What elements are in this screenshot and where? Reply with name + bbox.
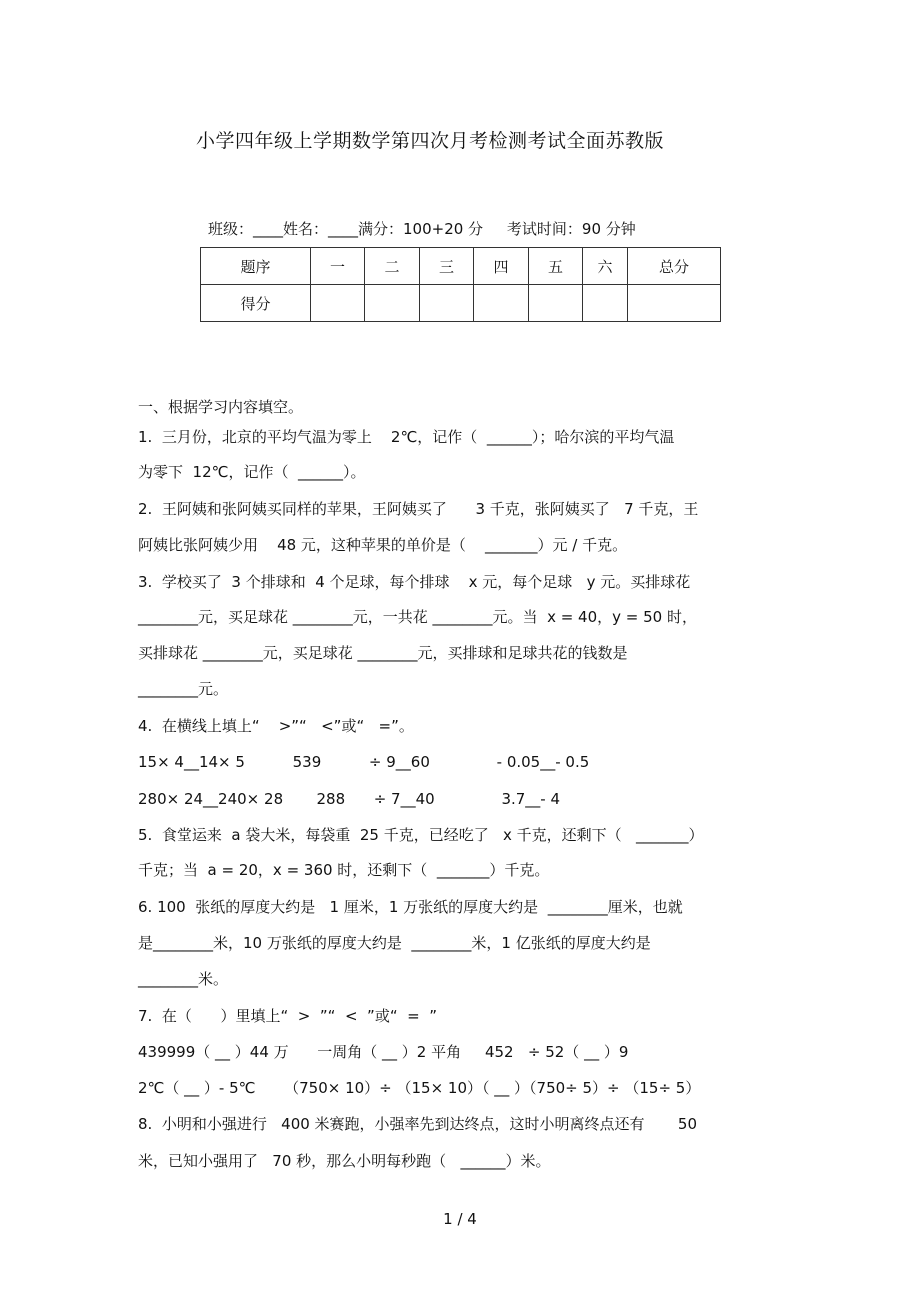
score-cell[interactable] bbox=[529, 285, 583, 322]
score-table bbox=[200, 247, 721, 322]
question-line: ________元，买足球花 ________元，一共花 ________元。当 x = 40，y = 50 时， bbox=[138, 608, 697, 626]
section-heading: 一、根据学习内容填空。 bbox=[138, 398, 304, 416]
table-cell: 六 bbox=[583, 248, 628, 285]
question-line: 买排球花 ________元，买足球花 ________元，买排球和足球共花的钱数是 bbox=[138, 644, 628, 662]
question-line: 5. 食堂运来 a 袋大米，每袋重 25 千克，已经吃了 x 千克，还剩下（ _______） bbox=[138, 826, 704, 844]
score-cell[interactable] bbox=[474, 285, 529, 322]
question-line: 3. 学校买了 3 个排球和 4 个足球，每个排球 x 元，每个足球 y 元。买排球花 bbox=[138, 573, 691, 591]
question-line: 439999（ __ ）44 万 一周角（ __ ）2 平角 452 ÷ 52（ __ ）9 bbox=[138, 1043, 629, 1061]
question-line: 280× 24__240× 28 288 ÷ 7__40 3.7__- 4 bbox=[138, 790, 561, 808]
question-line: 8. 小明和小强进行 400 米赛跑，小强率先到达终点，这时小明离终点还有 50 bbox=[138, 1115, 698, 1133]
page-number: 1 / 4 bbox=[443, 1210, 477, 1228]
question-line: 阿姨比张阿姨少用 48 元，这种苹果的单价是（ _______）元 / 千克。 bbox=[138, 536, 628, 554]
table-header-row bbox=[201, 248, 721, 285]
score-cell[interactable] bbox=[628, 285, 721, 322]
question-line: 6. 100 张纸的厚度大约是 1 厘米，1 万张纸的厚度大约是 ________厘米，也就 bbox=[138, 898, 683, 916]
question-line: 千克；当 a = 20，x = 360 时，还剩下（ _______）千克。 bbox=[138, 861, 550, 879]
table-cell: 五 bbox=[529, 248, 583, 285]
score-cell[interactable] bbox=[311, 285, 365, 322]
table-cell: 四 bbox=[474, 248, 529, 285]
question-line: 米，已知小强用了 70 秒，那么小明每秒跑（ ______）米。 bbox=[138, 1152, 551, 1170]
table-cell: 题序 bbox=[201, 248, 311, 285]
question-line: 2℃（ __ ）- 5℃ （750× 10）÷ （15× 10）（ __ ）（750÷ 5）÷ （15÷ 5） bbox=[138, 1079, 701, 1097]
score-cell[interactable] bbox=[420, 285, 474, 322]
table-cell: 总分 bbox=[628, 248, 721, 285]
exam-info: 班级：____姓名：____满分：100+20 分 考试时间：90 分钟 bbox=[208, 220, 636, 238]
table-cell: 三 bbox=[420, 248, 474, 285]
question-line: 1. 三月份，北京的平均气温为零上 2℃，记作（ ______）；哈尔滨的平均气温 bbox=[138, 428, 675, 446]
question-line: 7. 在（ ）里填上“ > ”“ < ”或“ = ” bbox=[138, 1007, 438, 1025]
table-cell: 二 bbox=[365, 248, 420, 285]
table-score-row bbox=[201, 285, 721, 322]
question-line: 是________米，10 万张纸的厚度大约是 ________米，1 亿张纸的厚度大约是 bbox=[138, 934, 651, 952]
table-cell: 得分 bbox=[201, 285, 311, 322]
question-line: 15× 4__14× 5 539 ÷ 9__60 - 0.05__- 0.5 bbox=[138, 753, 590, 771]
question-line: ________元。 bbox=[138, 680, 229, 698]
score-cell[interactable] bbox=[583, 285, 628, 322]
question-line: 2. 王阿姨和张阿姨买同样的苹果，王阿姨买了 3 千克，张阿姨买了 7 千克，王 bbox=[138, 500, 699, 518]
question-line: 4. 在横线上填上“ >”“ <”或“ =”。 bbox=[138, 717, 414, 735]
table-cell: 一 bbox=[311, 248, 365, 285]
score-cell[interactable] bbox=[365, 285, 420, 322]
question-line: 为零下 12℃，记作（ ______）。 bbox=[138, 463, 366, 481]
question-line: ________米。 bbox=[138, 970, 229, 988]
document-title: 小学四年级上学期数学第四次月考检测考试全面苏教版 bbox=[195, 130, 664, 152]
